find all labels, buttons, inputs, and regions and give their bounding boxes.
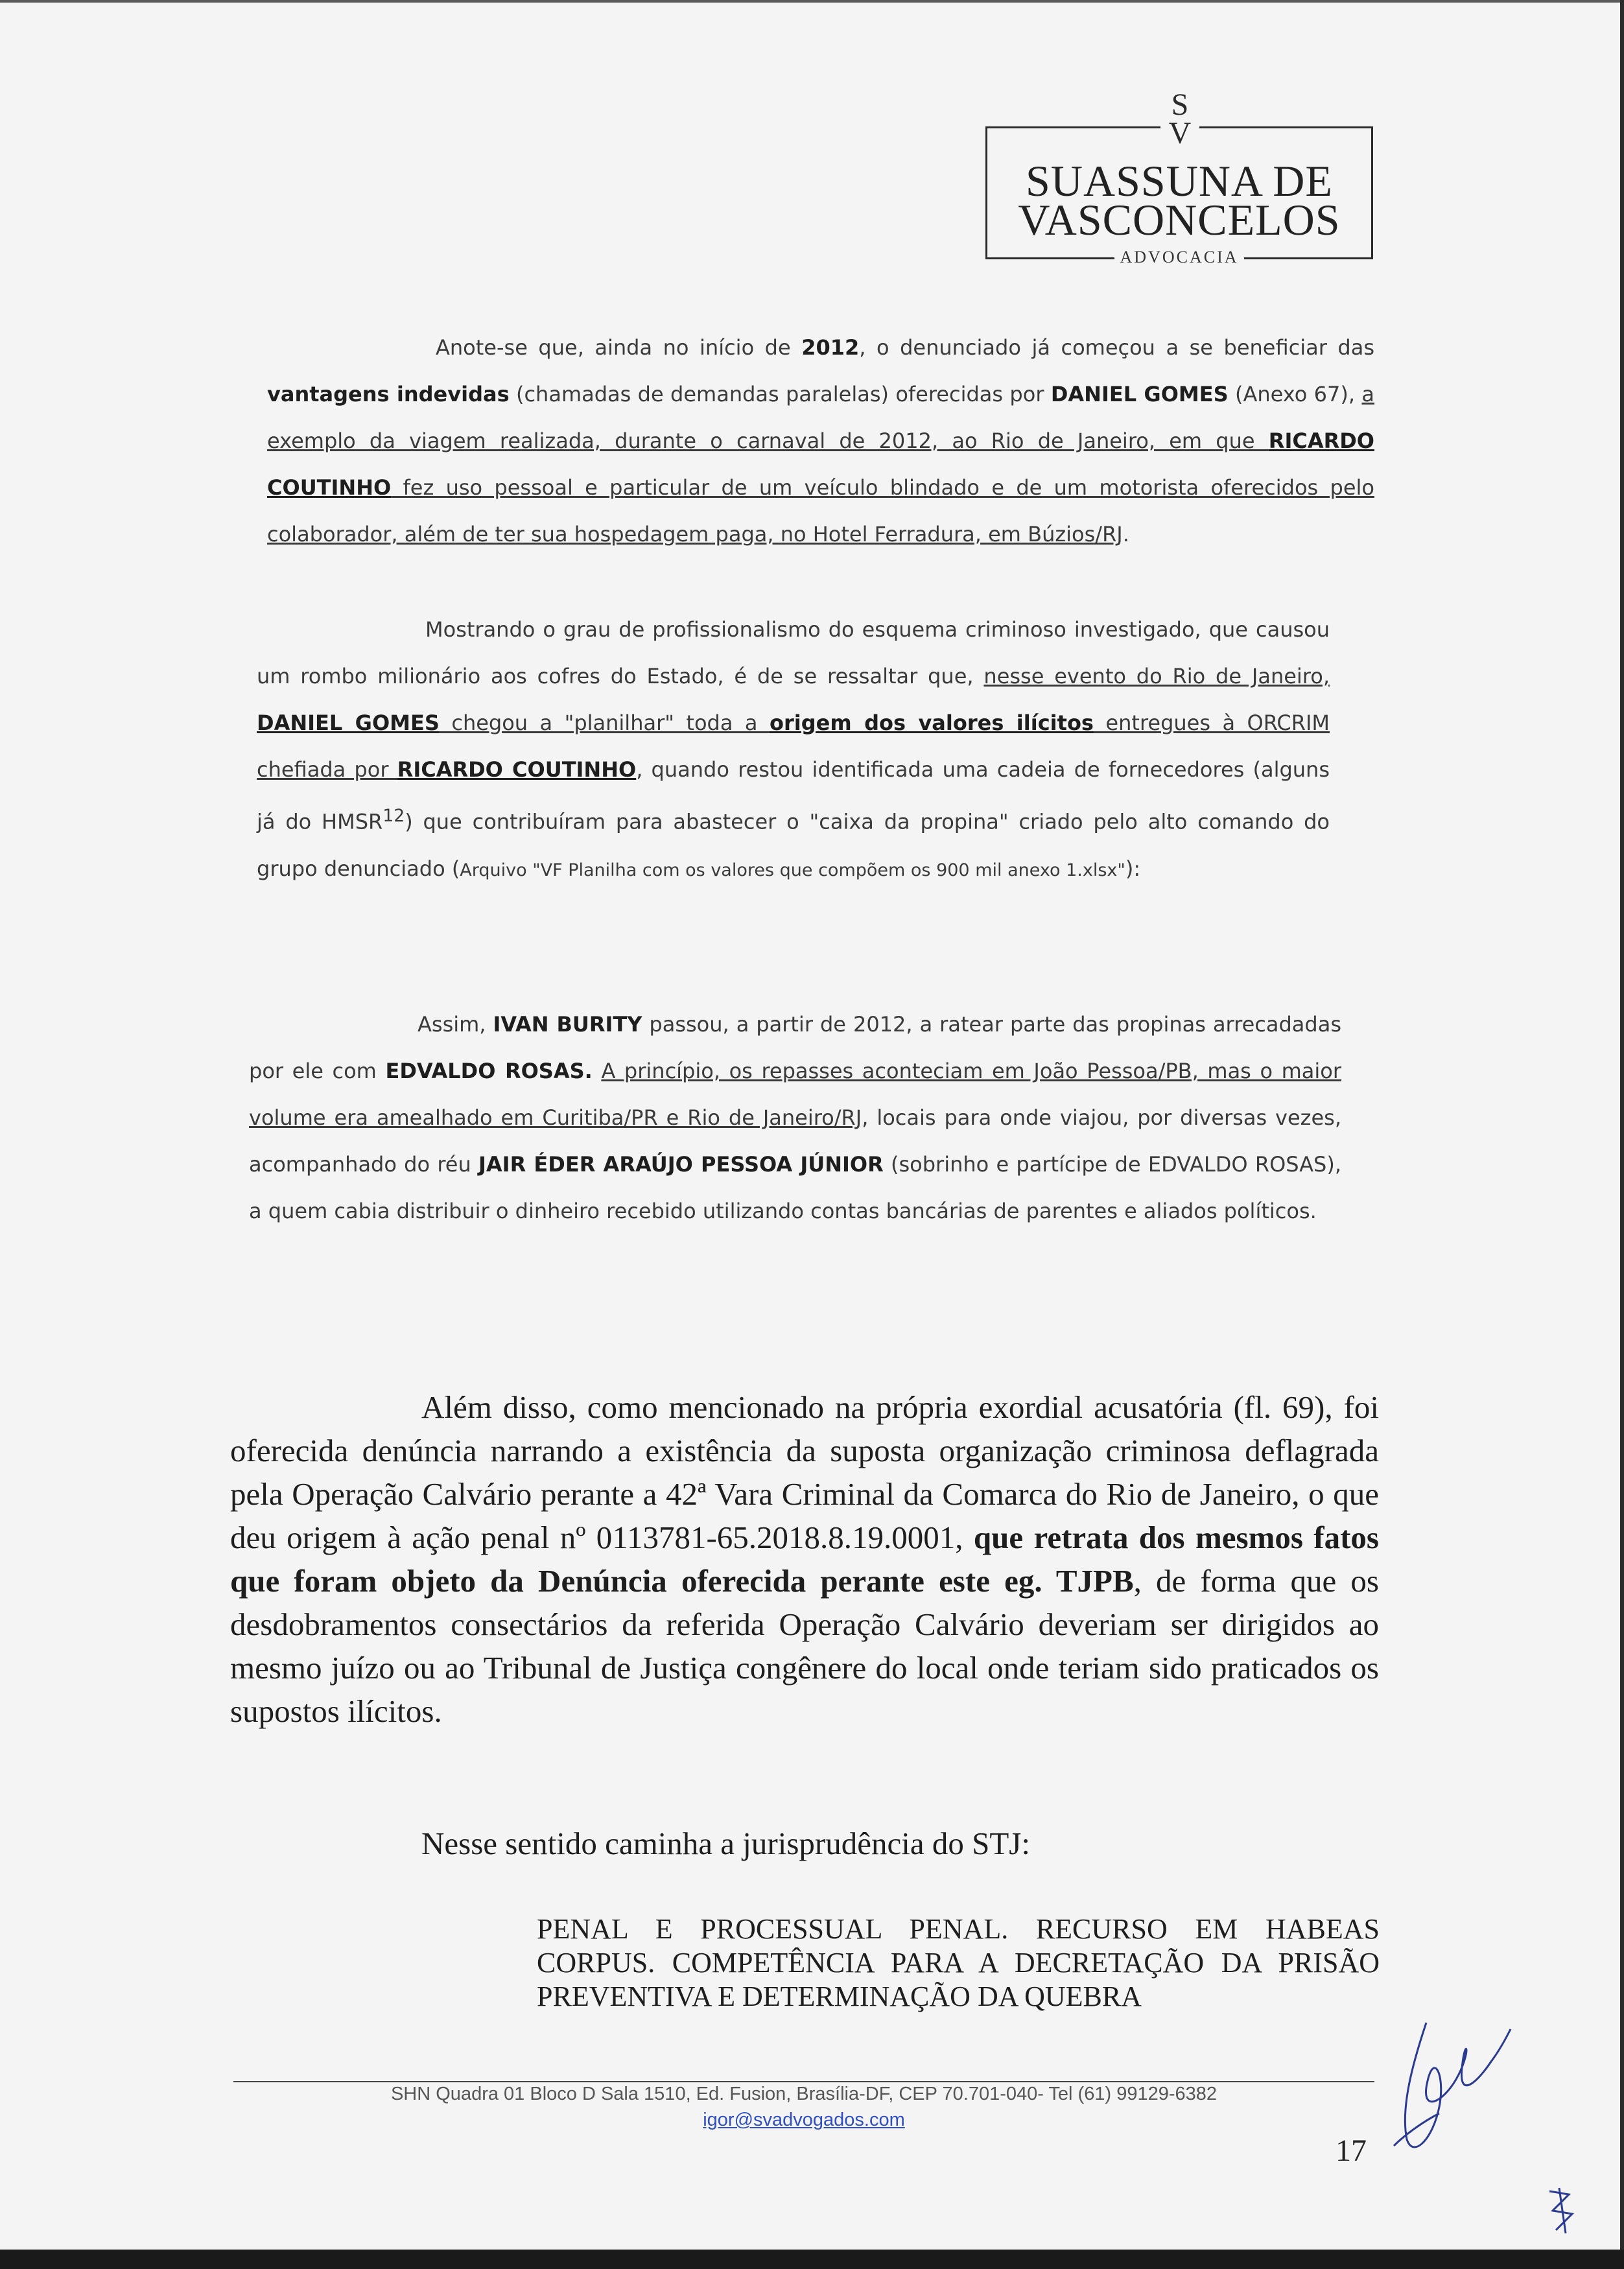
scan-top-edge bbox=[0, 0, 1624, 3]
text: Assim, bbox=[418, 1012, 493, 1037]
bold-underlined-text: RICARDO COUTINHO bbox=[267, 429, 1374, 500]
monogram-s: S bbox=[1171, 88, 1189, 122]
text: (chamadas de demandas paralelas) oferecidas por bbox=[509, 382, 1051, 406]
text: , de forma que os desdobramentos consectários da referida Operação Calvário deveriam ser dirigidos ao mesmo juízo ou ao Tribunal de Justiça congênere do local onde teriam sido praticados os supostos ilícitos. bbox=[230, 1563, 1379, 1729]
text: , quando restou identificada uma cadeia de fornecedores (alguns já do HMSR bbox=[257, 757, 1330, 834]
excerpt-paragraph-2 bbox=[257, 606, 1330, 894]
underlined-text: a exemplo da viagem realizada, durante o carnaval de 2012, ao Rio de Janeiro, em que bbox=[267, 382, 1375, 453]
bold-text: vantagens indevidas bbox=[267, 382, 510, 406]
text: (Anexo 67), bbox=[1228, 382, 1362, 406]
text: . bbox=[1122, 522, 1129, 547]
firm-logo bbox=[985, 88, 1376, 266]
underlined-text: chegou a "planilhar" toda a bbox=[439, 711, 770, 735]
file-reference: Arquivo "VF Planilha com os valores que compõem os 900 mil anexo 1.xlsx" bbox=[460, 860, 1125, 880]
excerpt-paragraph-1 bbox=[267, 324, 1374, 558]
text: passou, a partir de 2012, a ratear parte das propinas arrecadadas por ele com bbox=[249, 1012, 1342, 1083]
text: (sobrinho e partícipe de EDVALDO ROSAS), a quem cabia distribuir o dinheiro recebido utilizando contas bancárias de parentes e aliados políticos. bbox=[249, 1152, 1342, 1223]
bold-underlined-text: RICARDO COUTINHO bbox=[397, 757, 637, 782]
text: ): bbox=[1125, 856, 1141, 881]
footer-email-link[interactable]: igor@svadvogados.com bbox=[703, 2110, 905, 2130]
excerpt-paragraph-3 bbox=[249, 1001, 1341, 1234]
footer-divider bbox=[233, 2081, 1374, 2082]
footnote-ref: 12 bbox=[382, 806, 405, 826]
underlined-text: nesse evento do Rio de Janeiro, bbox=[983, 664, 1330, 688]
scan-bottom-edge bbox=[0, 2250, 1624, 2269]
text: , o denunciado já começou a se beneficiar das bbox=[859, 335, 1375, 360]
bold-text: que retrata dos mesmos fatos que foram objeto da Denúncia oferecida perante este eg. TJPB bbox=[230, 1520, 1379, 1599]
underlined-text: A princípio, os repasses aconteciam em João Pessoa/PB, mas o maior volume era amealhado em Curitiba/PR e Rio de Janeiro/RJ bbox=[249, 1059, 1342, 1130]
jurisprudence-quote: PENAL E PROCESSUAL PENAL. RECURSO EM HABEAS CORPUS. COMPETÊNCIA PARA A DECRETAÇÃO DA PRISÃO PREVENTIVA E DETERMINAÇÃO DA QUEBRA bbox=[537, 1913, 1380, 2012]
bold-underlined-text: DANIEL GOMES bbox=[257, 711, 440, 735]
underlined-text: entregues à ORCRIM chefiada por bbox=[257, 711, 1330, 782]
bold-text: EDVALDO ROSAS. bbox=[385, 1059, 593, 1083]
body-paragraph-2 bbox=[230, 1822, 1379, 1865]
page-number: 17 bbox=[1336, 2134, 1367, 2168]
bold-underlined-text: origem dos valores ilícitos bbox=[769, 711, 1094, 735]
body-paragraph-1 bbox=[230, 1385, 1379, 1733]
text: Anote-se que, ainda no início de bbox=[436, 335, 802, 360]
logo-name-line2: VASCONCELOS bbox=[1018, 195, 1341, 244]
bold-text: JAIR ÉDER ARAÚJO PESSOA JÚNIOR bbox=[478, 1152, 884, 1177]
bold-text: DANIEL GOMES bbox=[1050, 382, 1229, 406]
text bbox=[593, 1059, 602, 1083]
text: Nesse sentido caminha a jurisprudência do STJ: bbox=[421, 1826, 1030, 1861]
handwritten-initial-icon bbox=[1543, 2185, 1582, 2237]
scan-right-edge bbox=[1620, 0, 1624, 2269]
logo-monogram bbox=[1160, 88, 1199, 156]
handwritten-signature-icon bbox=[1387, 2010, 1517, 2159]
monogram-v: V bbox=[1168, 116, 1192, 150]
logo-tagline: ADVOCACIA bbox=[1114, 248, 1244, 265]
text: ) que contribuíram para abastecer o "caixa da propina" criado pelo alto comando do grupo denunciado ( bbox=[257, 809, 1330, 881]
bold-text: IVAN BURITY bbox=[493, 1012, 642, 1037]
underlined-text: fez uso pessoal e particular de um veículo blindado e de um motorista oferecidos pelo colaborador, além de ter sua hospedagem paga, no Hotel Ferradura, em Búzios/RJ bbox=[267, 475, 1374, 547]
text: Além disso, como mencionado na própria exordial acusatória (fl. 69), foi oferecida denúncia narrando a existência da suposta organização criminosa deflagrada pela Operação Calvário perante a 42ª Vara Criminal da Comarca do Rio de Janeiro, o que deu origem à ação penal nº 0113781-65.2018.8.19.0001, bbox=[230, 1389, 1379, 1555]
footer-address: SHN Quadra 01 Bloco D Sala 1510, Ed. Fusion, Brasília-DF, CEP 70.701-040- Tel (61) 99129-6382 bbox=[390, 2084, 1218, 2104]
text: Mostrando o grau de profissionalismo do esquema criminoso investigado, que causou um rombo milionário aos cofres do Estado, é de se ressaltar que, bbox=[257, 617, 1330, 688]
text: , locais para onde viajou, por diversas vezes, acompanhado do réu bbox=[249, 1105, 1342, 1177]
logo-name-line1: SUASSUNA DE bbox=[1026, 156, 1333, 206]
bold-text: 2012 bbox=[801, 335, 860, 360]
